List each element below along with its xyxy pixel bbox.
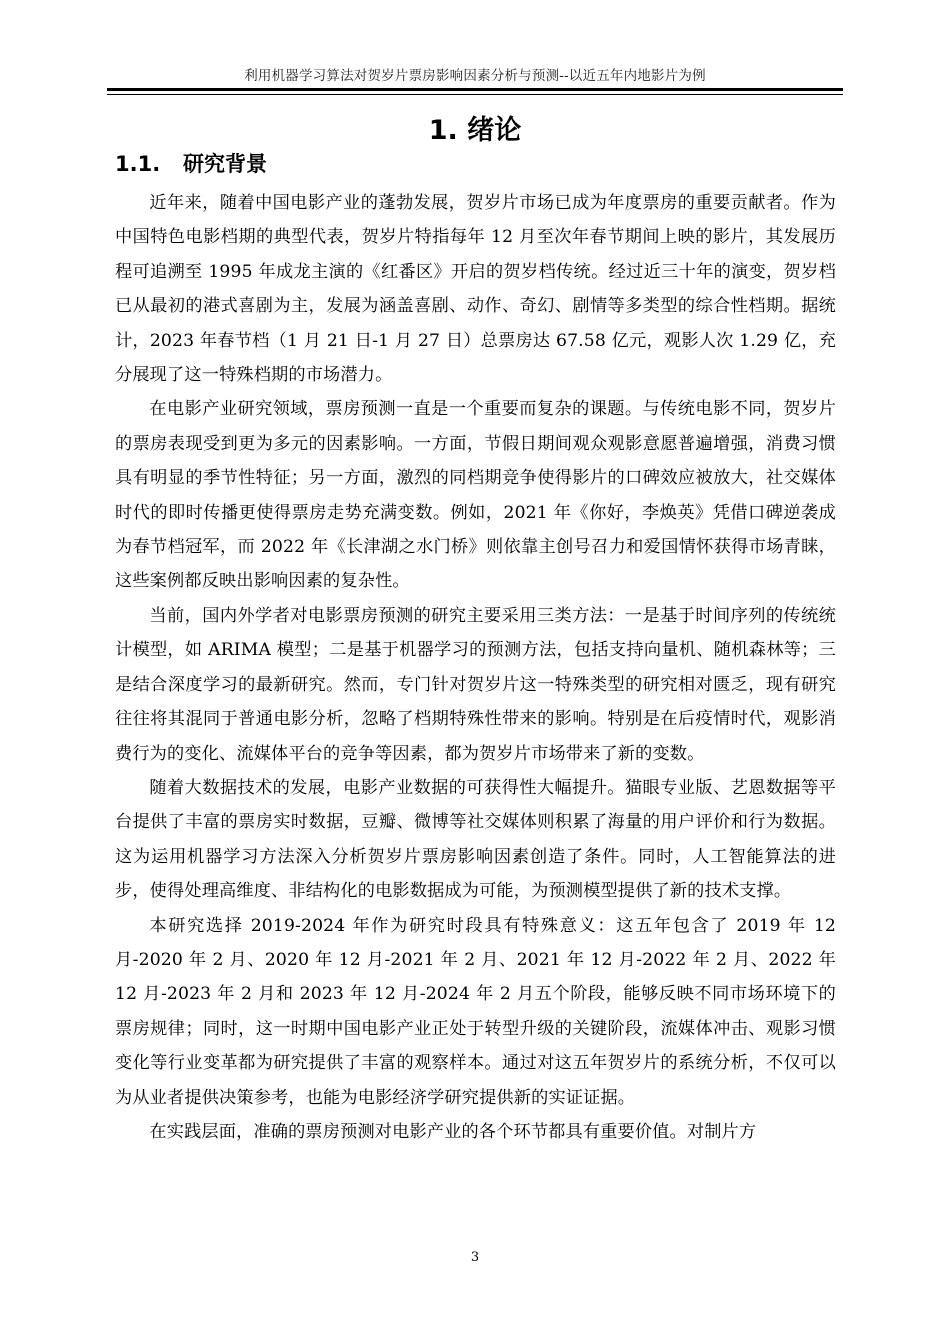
section-title: 研究背景 xyxy=(183,152,267,176)
body-text xyxy=(115,186,836,1149)
header-rule-thick xyxy=(107,88,843,91)
chapter-title: 1. 绪论 xyxy=(428,115,522,146)
paragraph: 近年来，随着中国电影产业的蓬勃发展，贺岁片市场已成为年度票房的重要贡献者。作为中国特色电影档期的典型代表，贺岁片特指每年 12 月至次年春节期间上映的影片，其发展历程可追溯至 1995 年成龙主演的《红番区》开启的贺岁档传统。经过近三十年的演变，贺岁档已从最初的港式喜剧为主，发展为涵盖喜剧、动作、奇幻、剧情等多类型的综合性档期。据统计，2023 年春节档（1 月 21 日-1 月 27 日）总票房达 67.58 亿元，观影人次 1.29 亿，充分展现了这一特殊档期的市场潜力。 xyxy=(115,193,836,386)
paragraph: 当前，国内外学者对电影票房预测的研究主要采用三类方法：一是基于时间序列的传统统计模型，如 ARIMA 模型；二是基于机器学习的预测方法，包括支持向量机、随机森林等；三是结合深度学习的最新研究。然而，专门针对贺岁片这一特殊类型的研究相对匮乏，现有研究往往将其混同于普通电影分析，忽略了档期特殊性带来的影响。特别是在后疫情时代，观影消费行为的变化、流媒体平台的竞争等因素，都为贺岁片市场带来了新的变数。 xyxy=(115,605,836,764)
running-header: 利用机器学习算法对贺岁片票房影响因素分析与预测--以近五年内地影片为例 xyxy=(244,68,706,84)
section-heading xyxy=(115,148,267,178)
paragraph: 本研究选择 2019-2024 年作为研究时段具有特殊意义：这五年包含了 2019 年 12 月-2020 年 2 月、2020 年 12 月-2021 年 2 月、2021 年 12 月-2022 年 2 月、2022 年 12 月-2023 年 2 月和 2023 年 12 月-2024 年 2 月五个阶段，能够反映不同市场环境下的票房规律；同时，这一时期中国电影产业正处于转型升级的关键阶段，流媒体冲击、观影习惯变化等行业变革都为研究提供了丰富的观察样本。通过对这五年贺岁片的系统分析，不仅可以为从业者提供决策参考，也能为电影经济学研究提供新的实证证据。 xyxy=(115,915,836,1108)
paragraph: 在实践层面，准确的票房预测对电影产业的各个环节都具有重要价值。对制片方 xyxy=(149,1121,757,1142)
header-rule-thin xyxy=(107,94,843,95)
paragraph: 在电影产业研究领域，票房预测一直是一个重要而复杂的课题。与传统电影不同，贺岁片的票房表现受到更为多元的因素影响。一方面，节假日期间观众观影意愿普遍增强，消费习惯具有明显的季节性特征；另一方面，激烈的同档期竞争使得影片的口碑效应被放大，社交媒体时代的即时传播更使得票房走势充满变数。例如，2021 年《你好，李焕英》凭借口碑逆袭成为春节档冠军，而 2022 年《长津湖之水门桥》则依靠主创号召力和爱国情怀获得市场青睐，这些案例都反映出影响因素的复杂性。 xyxy=(115,399,836,592)
page-number: 3 xyxy=(470,1250,480,1265)
paragraph: 随着大数据技术的发展，电影产业数据的可获得性大幅提升。猫眼专业版、艺恩数据等平台提供了丰富的票房实时数据，豆瓣、微博等社交媒体则积累了海量的用户评价和行为数据。这为运用机器学习方法深入分析贺岁片票房影响因素创造了条件。同时，人工智能算法的进步，使得处理高维度、非结构化的电影数据成为可能，为预测模型提供了新的技术支撑。 xyxy=(115,777,836,902)
section-number: 1.1. xyxy=(115,152,161,176)
